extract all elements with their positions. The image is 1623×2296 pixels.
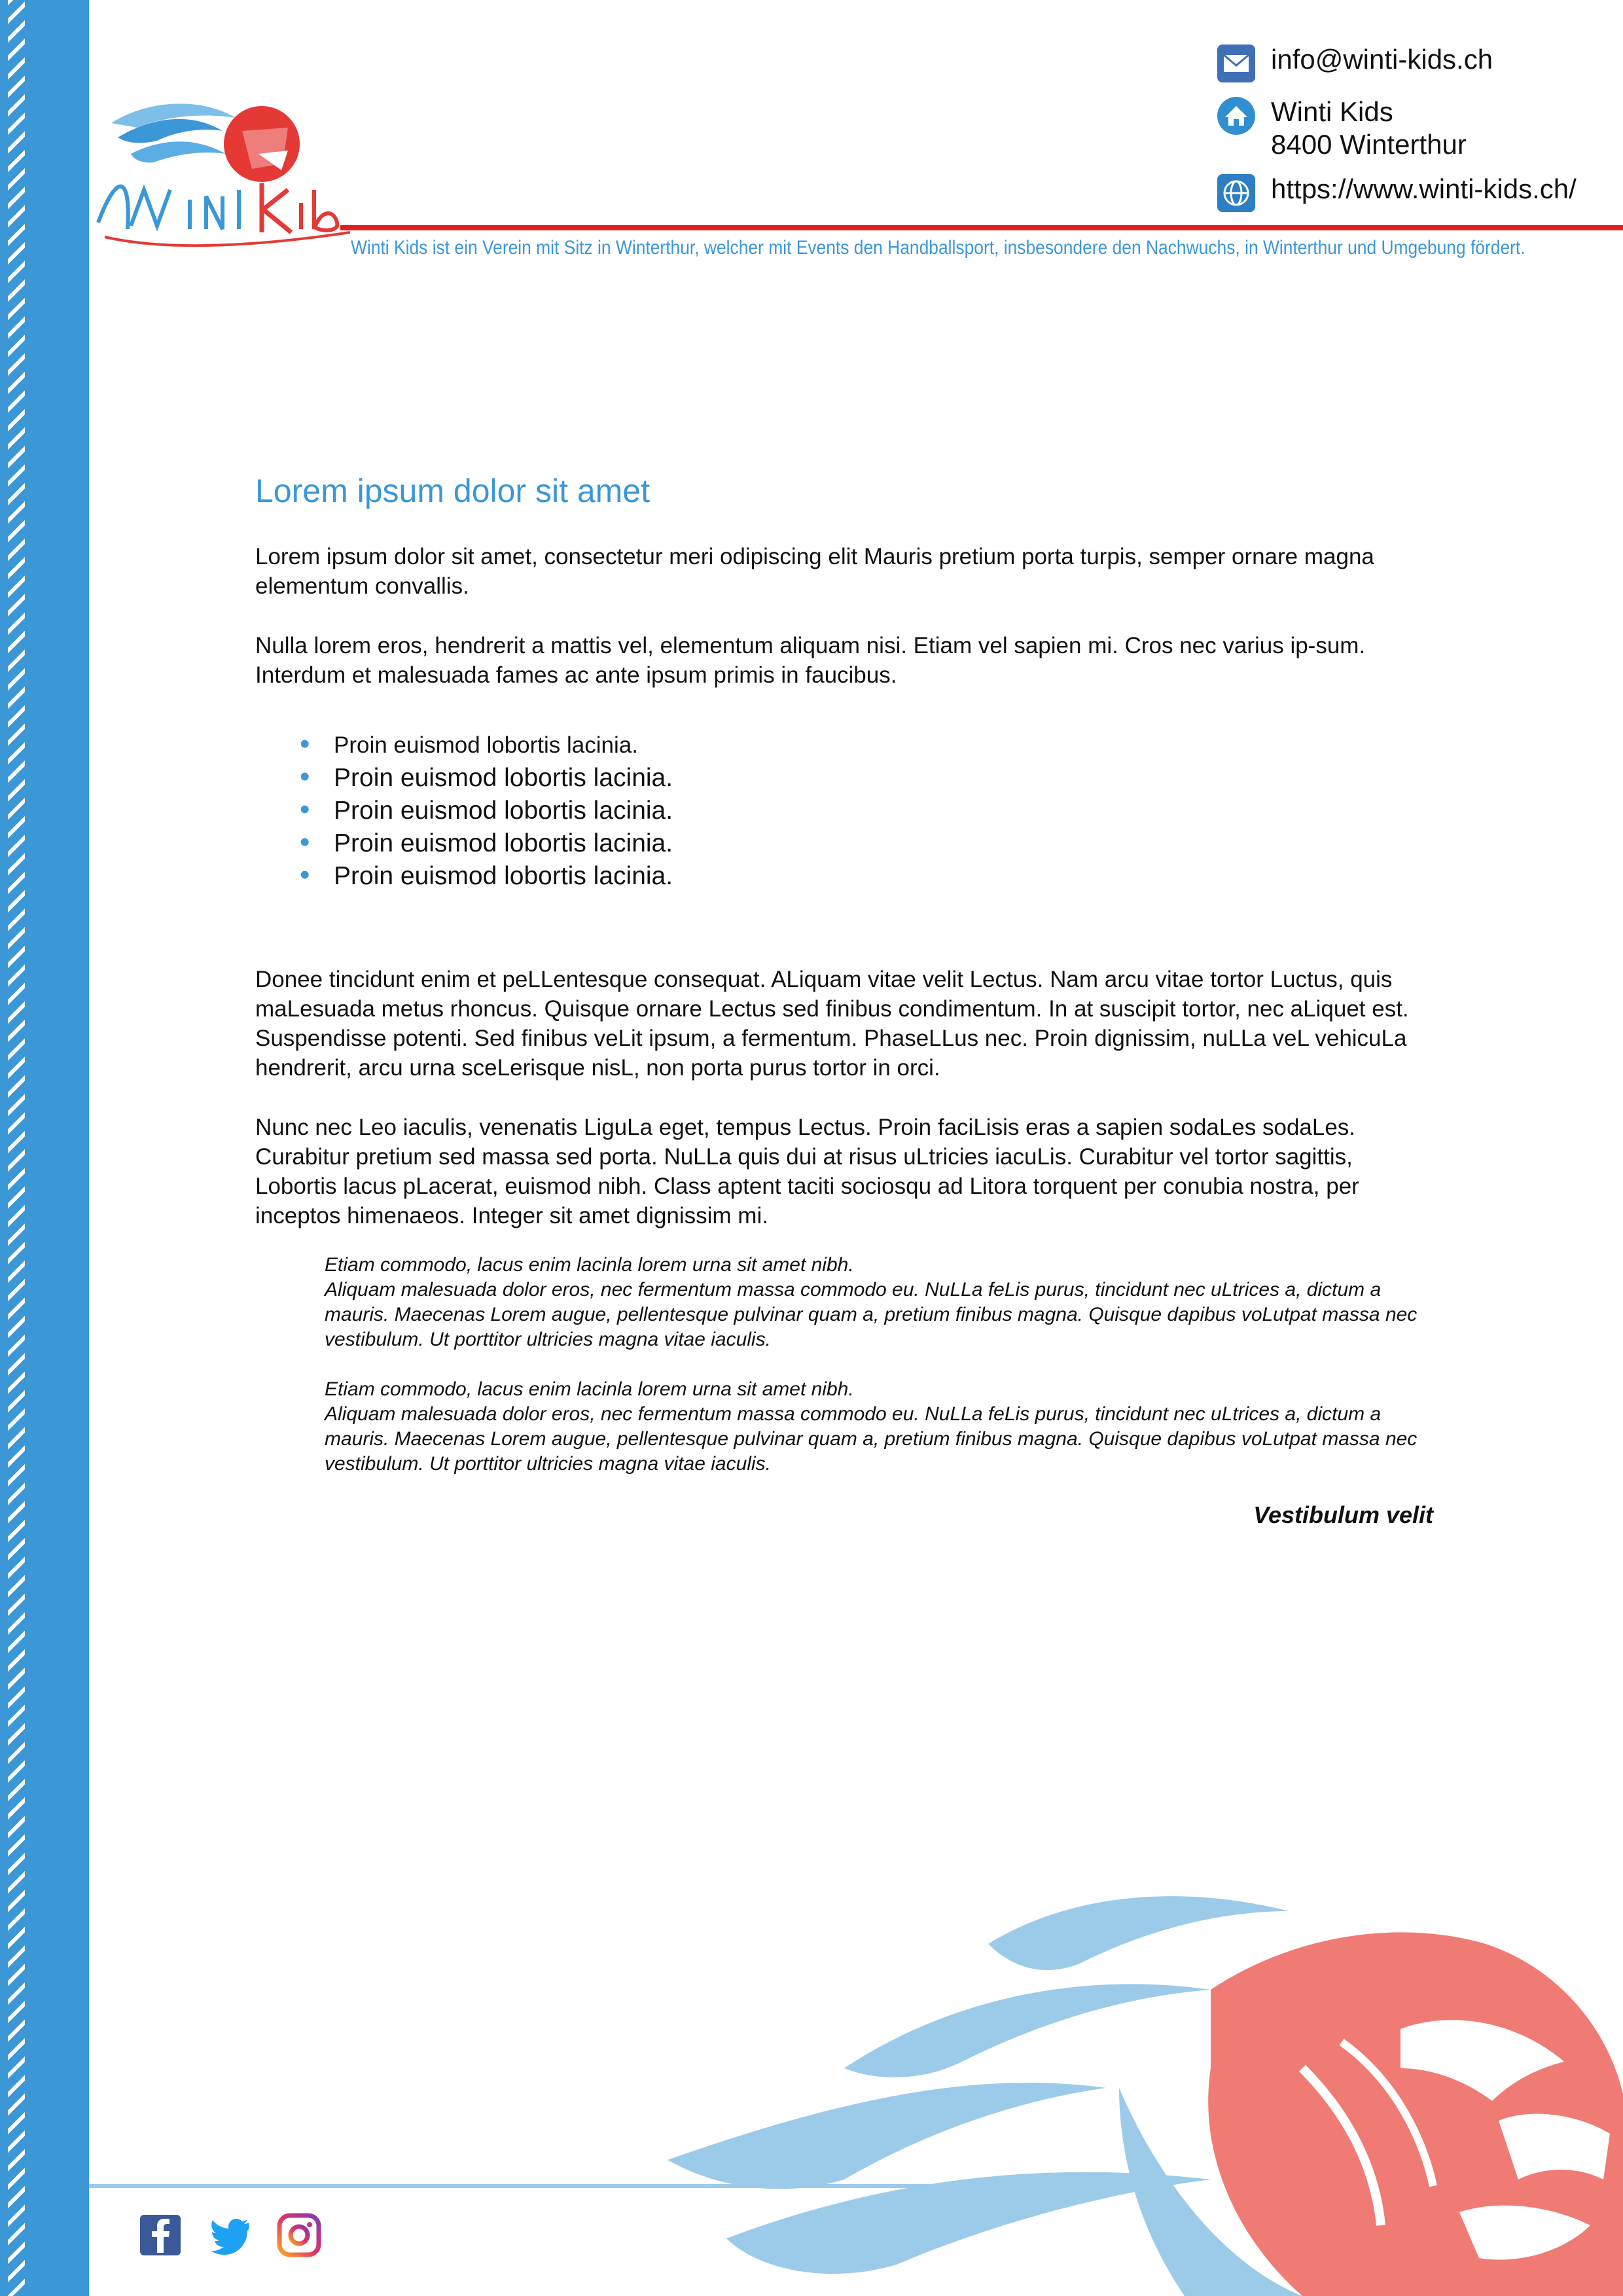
org-address: 8400 Winterthur [1271,129,1467,160]
page-title: Lorem ipsum dolor sit amet [255,473,651,509]
website-link[interactable]: https://www.winti-kids.ch/ [1271,173,1577,204]
winti-kids-logo [92,92,353,249]
quote-line: Etiam commodo, lacus enim lacinla lorem urna sit amet nibh. [325,1378,854,1400]
signature: Vestibulum velit [1253,1501,1433,1528]
list-item: • Proin euismod lobortis lacinia. [334,860,1433,893]
header-divider [340,225,1623,230]
contact-email-row [1216,43,1609,84]
list-item: • Proin euismod lobortis lacinia. [334,729,1433,762]
twitter-icon[interactable] [207,2212,253,2258]
paragraph: Donee tincidunt enim et peLLentesque consequat. ALiquam vitae velit Lectus. Nam arcu vitae tortor Luctus, quis maLesuada metus rhoncus. Quisque ornare Lectus sed finibus condimentum. In at suscipit tortor, nec aLiquet est. Suspendisse potenti. Sed finibus veLit ipsum, a fermentum. PhaseLLus nec. Proin dignissim, nuLLa veL vehicuLa hendrerit, arcu urna sceLerisque nisL, non porta purus tortor in orci. [255,967,1409,1081]
instagram-icon[interactable] [276,2212,322,2258]
lion-watermark [648,1872,1623,2296]
paragraph: Nulla lorem eros, hendrerit a mattis vel, elementum aliquam nisi. Etiam vel sapien mi. Cros nec varius ip-sum. Interdum et malesuada fames ac ante ipsum primis in faucibus. [255,633,1366,688]
list-item: • Proin euismod lobortis lacinia. [334,827,1433,860]
tagline: Winti Kids ist ein Verein mit Sitz in Winterthur, welcher mit Events den Handballsport, insbesondere den Nachwuchs, in Winterthur und Umgebung fördert. [351,237,1525,259]
home-icon [1216,96,1257,136]
quote-block [325,1253,1437,1352]
contact-website-row [1216,173,1609,213]
quote-line: Aliquam malesuada dolor eros, nec fermentum massa commodo eu. NuLLa feLis purus, tincidunt nec uLtrices a, dictum a mauris. Maecenas Lorem augue, pellentesque pulvinar quam a, pretium finibus magna. Quisque dapibus voLutpat massa nec vestibulum. Ut porttitor ultricies magna vitae iaculis. [325,1279,1418,1350]
mail-icon [1216,43,1257,84]
list-item: • Proin euismod lobortis lacinia. [334,762,1433,795]
quote-line: Etiam commodo, lacus enim lacinla lorem urna sit amet nibh. [325,1254,854,1276]
bullet-list [255,729,1433,893]
globe-icon [1216,173,1257,213]
org-name: Winti Kids [1271,96,1393,127]
paragraph: Lorem ipsum dolor sit amet, consectetur meri odipiscing elit Mauris pretium porta turpis, semper ornare magna elementum convallis. [255,544,1374,599]
facebook-icon[interactable] [137,2212,183,2258]
list-item: • Proin euismod lobortis lacinia. [334,795,1433,827]
quote-line: Aliquam malesuada dolor eros, nec fermentum massa commodo eu. NuLLa feLis purus, tincidunt nec uLtrices a, dictum a mauris. Maecenas Lorem augue, pellentesque pulvinar quam a, pretium finibus magna. Quisque dapibus voLutpat massa nec vestibulum. Ut porttitor ultricies magna vitae iaculis. [325,1403,1418,1475]
contact-block [1216,43,1609,225]
side-stripe [0,0,89,2296]
quote-block [325,1377,1437,1477]
email-link[interactable]: info@winti-kids.ch [1271,44,1493,75]
letter-body [255,471,1433,1529]
side-stripe-hatch [8,0,25,2296]
social-links [137,2212,346,2258]
contact-address-row [1216,96,1609,161]
footer-divider [89,2184,1071,2188]
paragraph: Nunc nec Leo iaculis, venenatis LiguLa eget, tempus Lectus. Proin faciLisis eras a sapien sodaLes sodaLes. Curabitur pretium sed massa sed porta. NuLLa quis dui at risus uLtricies iacuLis. Curabitur vel tortor sagittis, Lobortis lacus pLacerat, euismod nibh. Class aptent taciti sociosqu ad Litora torquent per conubia nostra, per inceptos himenaeos. Integer sit amet dignissim mi. [255,1115,1359,1229]
